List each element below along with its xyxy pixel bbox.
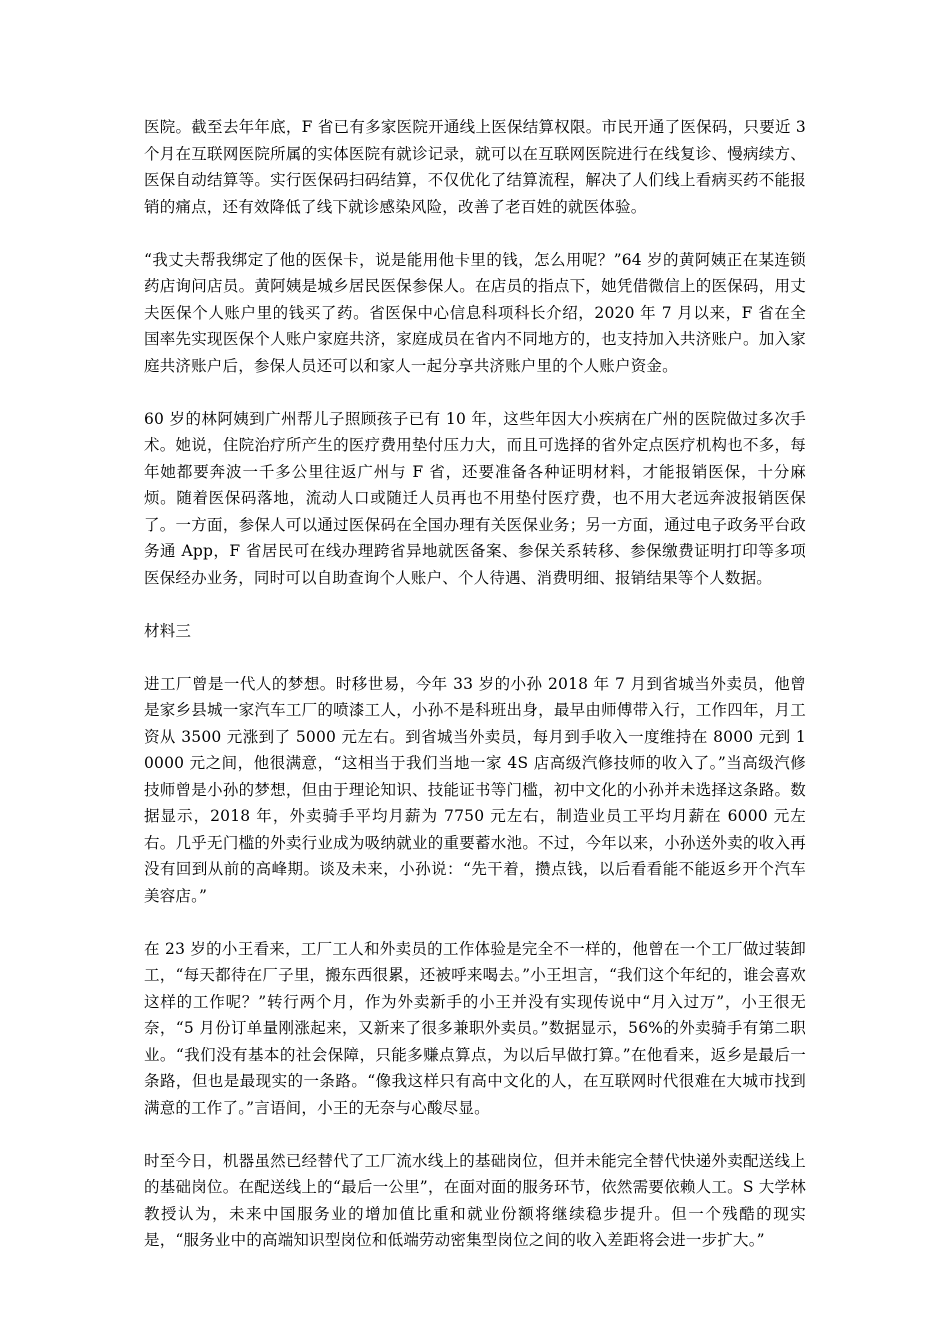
paragraph-xiaosun-courier: 进工厂曾是一代人的梦想。时移世易，今年 33 岁的小孙 2018 年 7 月到省城当外卖员，他曾是家乡县城一家汽车工厂的喷漆工人，小孙不是科班出身，最早由师傅带入行，工作四年，月工资从 3500 元涨到了 5000 元左右。到省城当外卖员，每月到手收入一度维持在 8000 元到 10000 元之间，他很满意，“这相当于我们当地一家 4S 店高级汽修技师的收入了。”当高级汽修技师曾是小孙的梦想，但由于理论知识、技能证书等门槛，初中文化的小孙并未选择这条路。数据显示，2018 年，外卖骑手平均月薪为 7750 元左右，制造业员工平均月薪在 6000 元左右。几乎无门槛的外卖行业成为吸纳就业的重要蓄水池。不过，今年以来，小孙送外卖的收入再没有回到从前的高峰期。谈及未来，小孙说：“先干着，攒点钱，以后看看能不能返乡开个汽车美容店。”	[144, 674, 806, 905]
document-body	[144, 114, 806, 1280]
paragraph-service-industry-outlook: 时至今日，机器虽然已经替代了工厂流水线上的基础岗位，但并未能完全替代快递外卖配送线上的基础岗位。在配送线上的“最后一公里”，在面对面的服务环节，依然需要依赖人工。S 大学林教授认为，未来中国服务业的增加值比重和就业份额将继续稳步提升。但一个残酷的现实是，“服务业中的高端知识型岗位和低端劳动密集型岗位之间的收入差距将会进一步扩大。”	[144, 1151, 806, 1249]
section-heading-material-three: 材料三	[144, 621, 192, 640]
paragraph-online-medical-insurance: 医院。截至去年年底，F 省已有多家医院开通线上医保结算权限。市民开通了医保码，只要近 3 个月在互联网医院所属的实体医院有就诊记录，就可以在互联网医院进行在线复诊、慢病续方、医保自动结算等。实行医保码扫码结算，不仅优化了结算流程，解决了人们线上看病买药不能报销的痛点，还有效降低了线下就诊感染风险，改善了老百姓的就医体验。	[144, 118, 806, 216]
paragraph-cross-province-reimbursement: 60 岁的林阿姨到广州帮儿子照顾孩子已有 10 年，这些年因大小疾病在广州的医院做过多次手术。她说，住院治疗所产生的医疗费用垫付压力大，而且可选择的省外定点医疗机构也不多，每年她都要奔波一千多公里往返广州与 F 省，还要准备各种证明材料，才能报销医保，十分麻烦。随着医保码落地，流动人口或随迁人员再也不用垫付医疗费，也不用大老远奔波报销医保了。一方面，参保人可以通过医保码在全国办理有关医保业务；另一方面，通过电子政务平台政务通 App，F 省居民可在线办理跨省异地就医备案、参保关系转移、参保缴费证明打印等多项医保经办业务，同时可以自助查询个人账户、个人待遇、消费明细、报销结果等个人数据。	[144, 409, 806, 587]
paragraph-family-mutual-account: “我丈夫帮我绑定了他的医保卡，说是能用他卡里的钱，怎么用呢？”64 岁的黄阿姨正在某连锁药店询问店员。黄阿姨是城乡居民医保参保人。在店员的指点下，她凭借微信上的医保码，用丈夫医保个人账户里的钱买了药。省医保中心信息科项科长介绍，2020 年 7 月以来，F 省在全国率先实现医保个人账户家庭共济，家庭成员在省内不同地方的，也支持加入共济账户。加入家庭共济账户后，参保人员还可以和家人一起分享共济账户里的个人账户资金。	[144, 250, 806, 375]
paragraph-xiaowang-courier: 在 23 岁的小王看来，工厂工人和外卖员的工作体验是完全不一样的，他曾在一个工厂做过装卸工，“每天都待在厂子里，搬东西很累，还被呼来喝去。”小王坦言，“我们这个年纪的，谁会喜欢这样的工作呢？”转行两个月，作为外卖新手的小王并没有实现传说中“月入过万”，小王很无奈，“5 月份订单量刚涨起来，又新来了很多兼职外卖员。”数据显示，56%的外卖骑手有第二职业。“我们没有基本的社会保障，只能多赚点算点，为以后早做打算。”在他看来，返乡是最后一条路，但也是最现实的一条路。“像我这样只有高中文化的人，在互联网时代很难在大城市找到满意的工作了。”言语间，小王的无奈与心酸尽显。	[144, 939, 806, 1117]
